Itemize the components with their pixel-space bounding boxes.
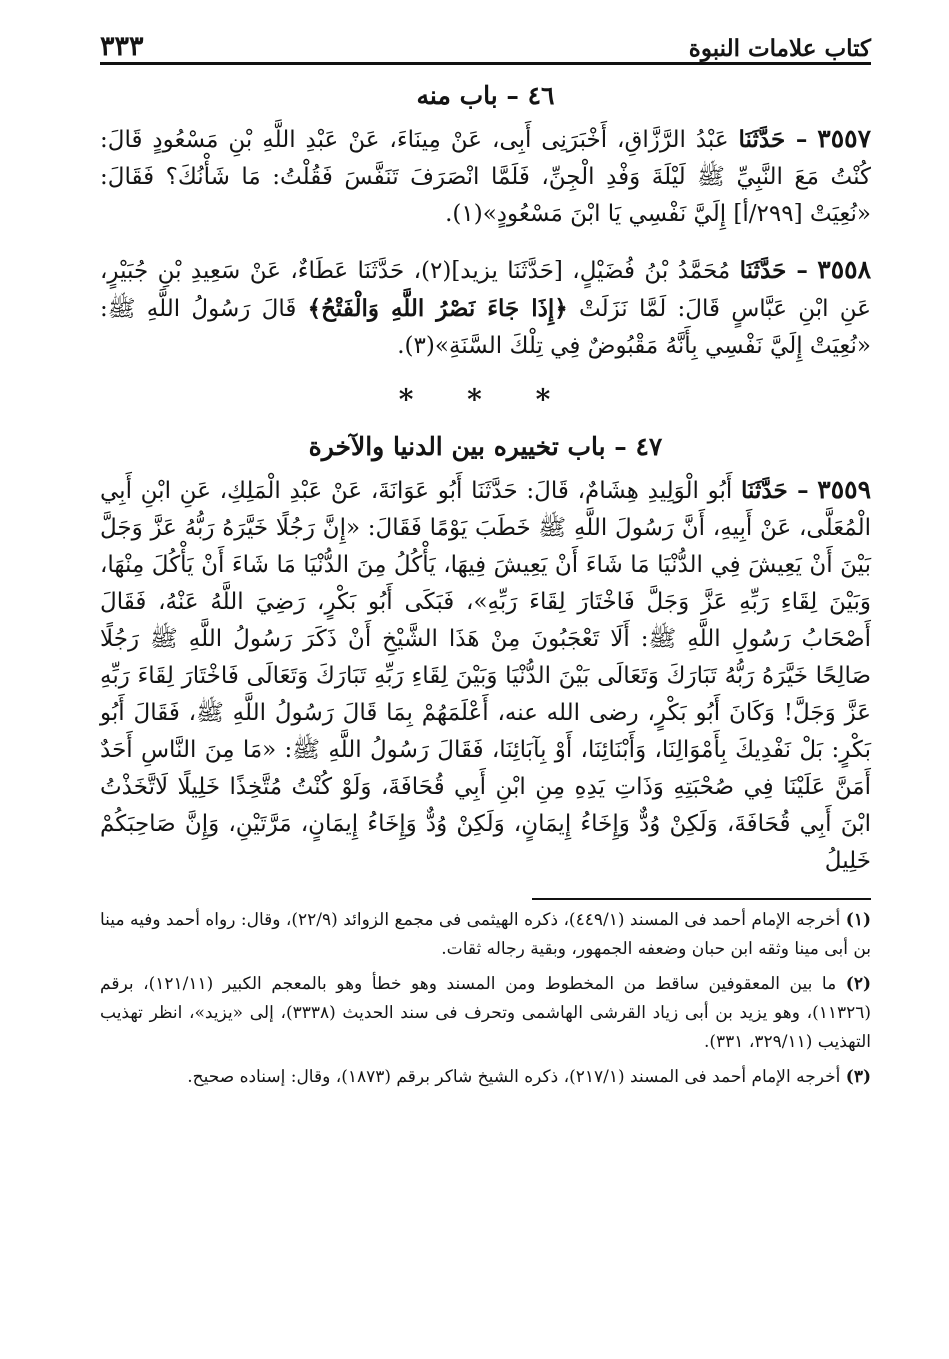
running-header <box>100 26 871 65</box>
chapter-title: ٤٧ – باب تخييره بين الدنيا والآخرة <box>308 432 663 461</box>
footnote <box>100 1063 871 1092</box>
hadith-lead: – حَدَّثَنَا <box>738 126 808 153</box>
footnotes <box>100 906 871 1092</box>
hadith-3559 <box>100 471 871 880</box>
footnote-number: (١) <box>845 910 871 930</box>
hadith-text: مُحَمَّدُ بْنُ فُضَيْلٍ، [حَدَّثَنَا يزيد](٢)، حَدَّثَنَا عَطَاءٌ، عَنْ سَعِيدِ بْنِ جُبَيْرٍ، عَنِ ابْنِ عَبَّاسٍ قَالَ: لَمَّا نَزَلَتْ <box>100 258 872 322</box>
footnote-rule <box>532 898 871 900</box>
book-title: كتاب علامات النبوة <box>688 35 871 62</box>
page-number: ٣٣٣ <box>100 31 144 62</box>
hadith-lead: – حَدَّثَنَا <box>739 257 808 284</box>
chapter-title: ٤٦ – باب منه <box>416 81 555 110</box>
footnote-text: أخرجه الإمام أحمد فى المسند (٢١٧/١)، ذكره الشيخ شاكر برقم (١٨٧٣)، وقال: إسناده صحيح. <box>187 1067 841 1087</box>
hadith-lead: – حَدَّثَنَا <box>741 477 809 504</box>
quran-verse: ﴿إِذَا جَاءَ نَصْرُ اللَّهِ وَالْفَتْحُ﴾ <box>307 295 568 322</box>
footnote <box>100 970 871 1057</box>
hadith-text: أَبُو الْوَلِيدِ هِشَامٌ، قَالَ: حَدَّثَنَا أَبُو عَوَانَةَ، عَنْ عَبْدِ الْمَلِكِ، عَنِ ابْنِ أَبِي الْمُعَلَّى، عَنْ أَبِيهِ، أَنَّ رَسُولَ اللَّهِ ﷺ خَطَبَ يَوْمًا فَقَالَ: «إِنَّ رَجُلًا خَيَّرَهُ رَبُّهُ عَزَّ وَجَلَّ بَيْنَ أَنْ يَعِيشَ فِي الدُّنْيَا مَا شَاءَ أَنْ يَعِيشَ فِيهَا، يَأْكُلُ مِنَ الدُّنْيَا مَا شَاءَ أَنْ يَأْكُلَ مِنْهَا، وَبَيْنَ لِقَاءِ رَبِّهِ عَزَّ وَجَلَّ فَاخْتَارَ لِقَاءَ رَبِّهِ»، فَبَكَى أَبُو بَكْرٍ، رَضِيَ اللَّهُ عَنْهُ، فَقَالَ أَصْحَابُ رَسُولِ اللَّهِ ﷺ: أَلَا تَعْجَبُونَ مِنْ هَذَا الشَّيْخِ أَنْ ذَكَرَ رَسُولُ اللَّهِ ﷺ رَجُلًا صَالِحًا خَيَّرَهُ رَبُّهُ تَبَارَكَ وَتَعَالَى بَيْنَ الدُّنْيَا وَبَيْنَ لِقَاءِ رَبِّهِ تَبَارَكَ وَتَعَالَى فَاخْتَارَ لِقَاءَ رَبِّهِ عَزَّ وَجَلَّ! وَكَانَ أَبُو بَكْرٍ، رضى الله عنه، أَعْلَمَهُمْ بِمَا قَالَ رَسُولُ اللَّهِ ﷺ، فَقَالَ أَبُو بَكْرٍ: بَلْ نَفْدِيكَ بِأَمْوَالِنَا، وَأَبْنَائِنَا، أَوْ بِآبَائِنَا، فَقَالَ رَسُولُ اللَّهِ ﷺ: «مَا مِنَ النَّاسِ أَحَدٌ أَمَنَّ عَلَيْنَا فِي صُحْبَتِهِ وَذَاتِ يَدِهِ مِنِ ابْنِ أَبِي قُحَافَةَ، وَلَوْ كُنْتُ مُتَّخِذًا خَلِيلًا لَاتَّخَذْتُ ابْنَ أَبِي قُحَافَةَ، وَلَكِنْ وُدٌّ وَإِخَاءُ إِيمَانٍ، وَلَكِنْ وُدٌّ وَإِخَاءُ إِيمَانٍ، مَرَّتَيْنِ، وَإِنَّ صَاحِبَكُمْ خَلِيلُ <box>100 478 871 874</box>
hadith-text-continued: قَالَ رَسُولُ اللَّهِ ﷺ: «نُعِيَتْ إِلَيَّ نَفْسِي بِأَنَّهُ مَقْبُوضٌ فِي تِلْكَ السَّنَةِ»(٣). <box>100 296 871 359</box>
footnote-text: ما بين المعقوفين ساقط من المخطوط ومن المسند وهو خطأ وهو بالمعجم الكبير (١٢١/١١)، برقم (١١٣٢٦)، وهو يزيد بن أبى زياد القرشى الهاشمى وتحرف فى سند الحديث (٣٣٣٨)، إلى «يزيد»، انظر تهذيب التهذيب (٣٢٩/١١، ٣٣١). <box>100 974 872 1052</box>
hadith-3557 <box>100 120 871 233</box>
footnote <box>100 906 871 964</box>
footnote-text: أخرجه الإمام أحمد فى المسند (٤٤٩/١)، ذكره الهيثمى فى مجمع الزوائد (٢٢/٩)، وقال: رواه أحمد وفيه مينا بن أبى مينا وثقه ابن حبان وضعفه الجمهور، وبقية رجاله ثقات. <box>100 910 871 959</box>
hadith-text: عَبْدُ الرَّزَّاقِ، أَخْبَرَنِى أَبِى، عَنْ مِينَاءَ، عَنْ عَبْدِ اللَّهِ بْنِ مَسْعُودٍ قَالَ: كُنْتُ مَعَ النَّبِيِّ ﷺ لَيْلَةَ وَفْدِ الْجِنِّ، فَلَمَّا انْصَرَفَ تَنَفَّسَ فَقُلْتُ: مَا شَأْنُكَ؟ فَقَالَ: «نُعِيَتْ [٢٩٩/أ] إِلَيَّ نَفْسِي يَا ابْنَ مَسْعُودٍ»(١). <box>100 127 871 227</box>
hadith-number: ٣٥٥٧ <box>817 124 871 153</box>
hadith-3558 <box>100 251 871 365</box>
hadith-number: ٣٥٥٨ <box>817 255 872 284</box>
section-separator: * * * <box>398 383 573 416</box>
footnote-number: (٣) <box>845 1067 871 1087</box>
hadith-number: ٣٥٥٩ <box>817 475 872 504</box>
footnote-number: (٢) <box>845 974 872 994</box>
